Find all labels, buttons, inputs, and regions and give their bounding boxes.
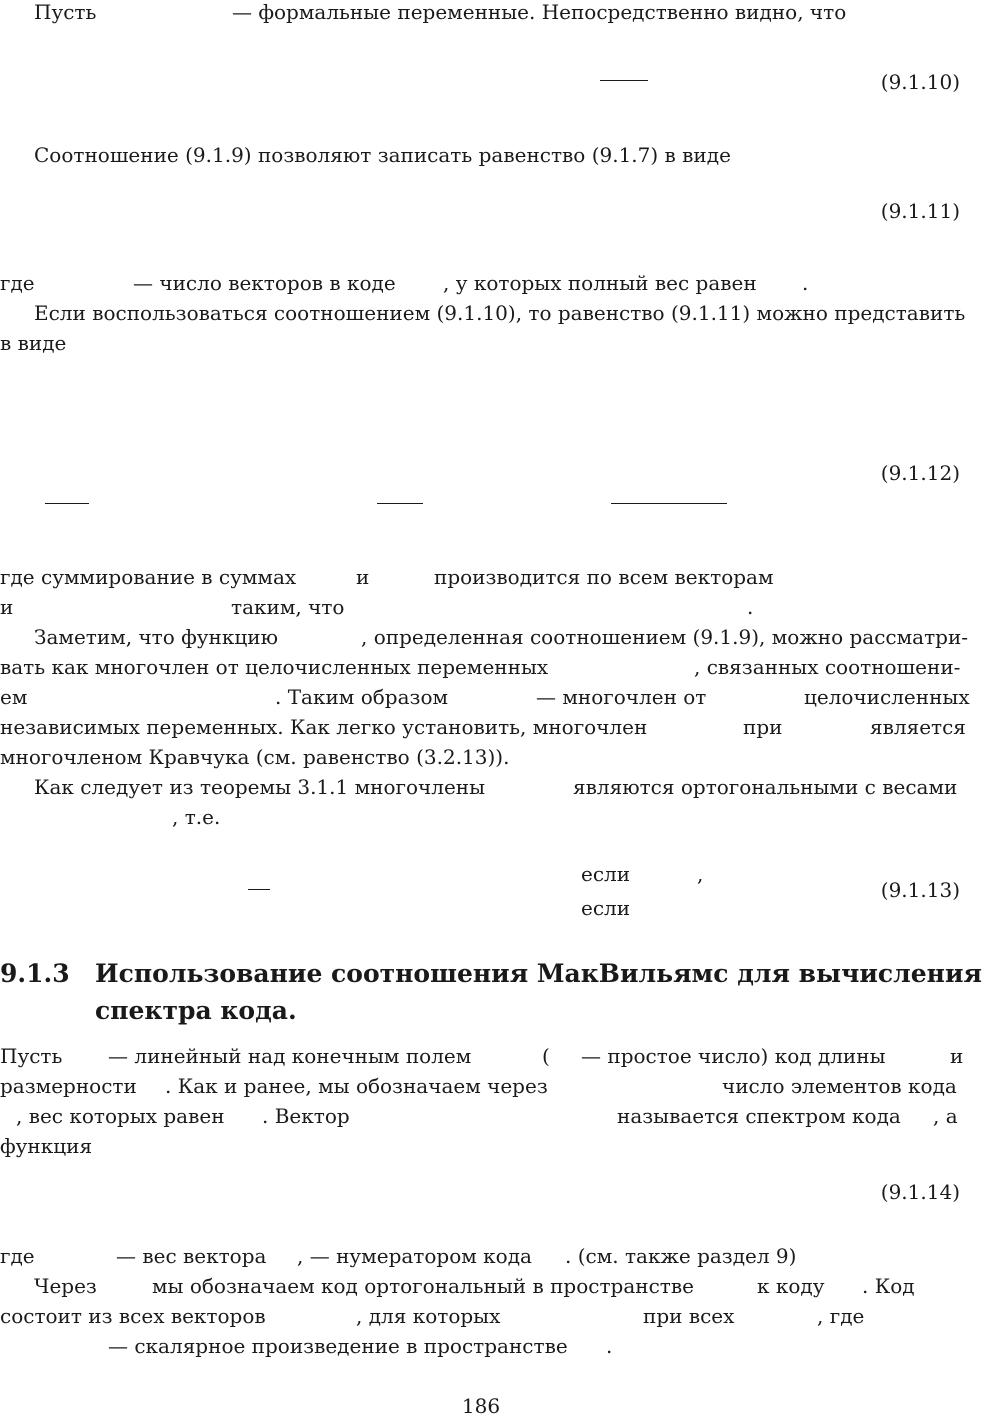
text-fragment: в виде [0,331,67,355]
text-fragment: где [0,271,35,295]
text-fragment: и [0,595,14,619]
equation-number: (9.1.13) [880,878,960,902]
cases-condition: если [581,896,631,920]
text-fragment: независимых переменных. Как легко установить, многочлен [0,715,648,739]
section-number: 9.1.3 [0,959,70,988]
text-fragment: где [0,1244,35,1268]
text-line [0,805,962,853]
text-fragment: Через [34,1274,97,1298]
equation-number: (9.1.11) [880,199,960,223]
text-fragment: называется спектром кода [617,1104,901,1128]
text-fragment: число элементов кода [722,1074,957,1098]
text-fragment: . [606,1334,613,1358]
text-fragment: является [870,715,966,739]
text-fragment: функция [0,1134,93,1158]
text-fragment: , у которых полный вес равен [443,271,757,295]
text-fragment: являются ортогональными с весами [573,775,958,799]
text-fragment: производится по всем векторам [434,565,774,589]
text-fragment: . Код [862,1274,915,1298]
text-fragment: состоит из всех векторов [0,1304,266,1328]
text-fragment: , определенная соотношением (9.1.9), можно рассматри- [361,625,969,649]
text-fragment: мы обозначаем код ортогональный в пространстве [152,1274,694,1298]
page-number: 186 [461,1394,501,1418]
text-fragment: — скалярное произведение в пространстве [108,1334,568,1358]
text-fragment: , т.е. [172,805,221,829]
text-fragment: . [802,271,809,295]
section-title: спектра кода. [95,996,297,1025]
text-fragment: . Таким образом [275,685,449,709]
text-fragment: , связанных соотношени- [694,655,961,679]
text-fragment: таким, что [231,595,345,619]
text-line [0,0,962,72]
text-fragment: ( [542,1044,550,1068]
text-fragment: . Вектор [262,1104,350,1128]
text-fragment: , — нумератором кода [297,1244,532,1268]
text-fragment: , где [817,1304,865,1328]
cases-separator: , [697,862,704,886]
text-fragment: . [747,595,754,619]
fraction-bar [45,503,89,504]
text-fragment: . (см. также раздел 9) [565,1244,797,1268]
text-fragment: — число векторов в коде [133,271,396,295]
text-fragment: ем [0,685,28,709]
text-fragment: многочленом Кравчука (см. равенство (3.2.13)). [0,745,510,769]
text-line [0,1134,962,1182]
fraction-bar [377,503,423,504]
fraction-bar [611,503,727,504]
fraction-bar [600,80,648,81]
text-fragment: размерности [0,1074,137,1098]
text-fragment: Пусть [34,0,97,24]
equation-number: (9.1.12) [880,461,960,485]
text-fragment: целочисленных [804,685,970,709]
text-fragment: к коду [757,1274,825,1298]
section-title: Использование соотношения МакВильямс для вычисления [95,959,982,988]
text-fragment: и [950,1044,964,1068]
text-fragment: Пусть [0,1044,63,1068]
text-fragment: при [743,715,783,739]
text-fragment: — многочлен от [536,685,707,709]
text-line [0,143,962,191]
text-fragment: и [356,565,370,589]
equation-number: (9.1.14) [880,1180,960,1204]
text-line [0,331,962,379]
text-fragment: — линейный над конечным полем [108,1044,472,1068]
text-fragment: , для которых [356,1304,501,1328]
text-fragment: Как следует из теоремы 3.1.1 многочлены [34,775,486,799]
cases-row [0,896,962,944]
equation-number: (9.1.10) [880,70,960,94]
text-fragment: — формальные переменные. Непосредственно видно, что [232,0,847,24]
text-fragment: . Как и ранее, мы обозначаем через [165,1074,548,1098]
text-fragment: — вес вектора [116,1244,267,1268]
text-fragment: , а [933,1104,958,1128]
text-fragment: Если воспользоваться соотношением (9.1.10), то равенство (9.1.11) можно представить [34,301,966,325]
text-fragment: где суммирование в суммах [0,565,297,589]
text-fragment: — простое число) код длины [581,1044,886,1068]
text-fragment: , вес которых равен [16,1104,225,1128]
text-fragment: при всех [643,1304,735,1328]
text-fragment: вать как многочлен от целочисленных переменных [0,655,549,679]
cases-condition: если [581,862,631,886]
text-fragment: Заметим, что функцию [34,625,278,649]
text-fragment: Соотношение (9.1.9) позволяют записать равенство (9.1.7) в виде [34,143,731,167]
